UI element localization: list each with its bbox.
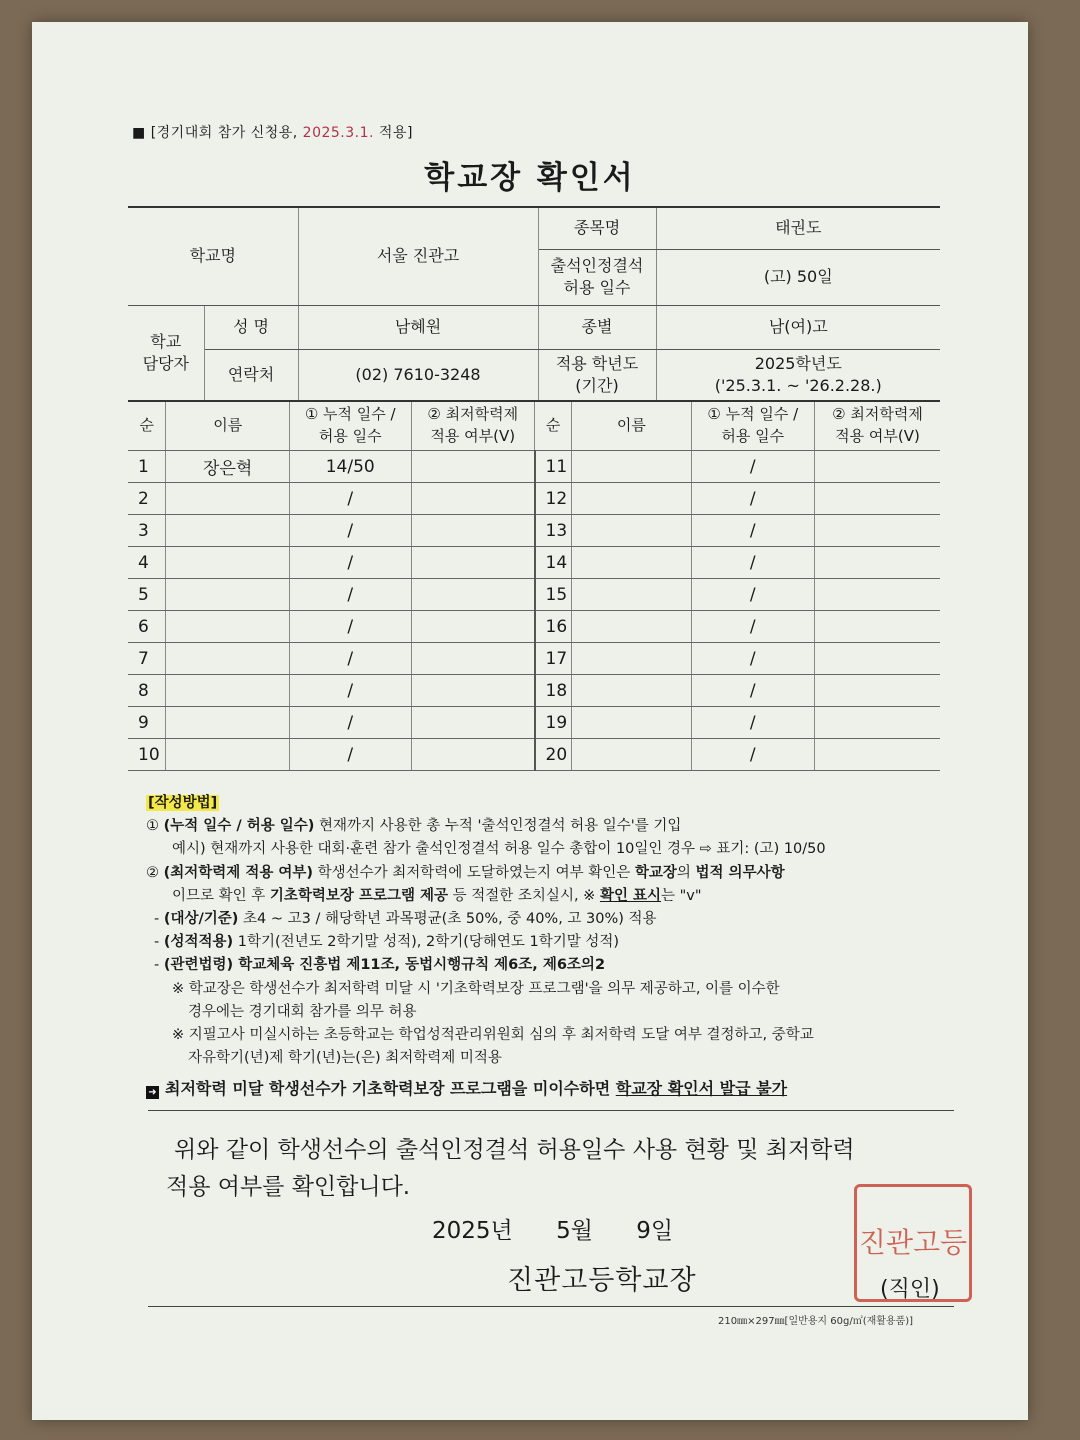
roster-days-right: /	[691, 451, 814, 483]
roster-days-right: /	[691, 611, 814, 643]
guide-item-2	[146, 862, 946, 885]
guide-title: [작성방법]	[148, 795, 218, 811]
guide-final-note	[146, 1076, 946, 1102]
roster-name	[166, 515, 289, 547]
roster-no-right: 18	[535, 675, 572, 707]
guide-final-text: 최저학력 미달 학생선수가 기초학력보장 프로그램을 미이수하면	[165, 1079, 616, 1099]
col-header-name-right: 이름	[572, 401, 691, 451]
allowed-days-label	[538, 249, 656, 305]
roster-days-right: /	[691, 483, 814, 515]
guide-item-2-text-c: 의	[676, 864, 696, 881]
roster-name-right	[572, 611, 691, 643]
roster-no: 3	[128, 515, 166, 547]
document-page	[32, 22, 1028, 1420]
roster-no-right: 12	[535, 483, 572, 515]
roster-min	[411, 483, 534, 515]
manager-label	[128, 305, 204, 401]
roster-days: /	[289, 643, 411, 675]
roster-no: 1	[128, 451, 166, 483]
roster-days-right: /	[691, 579, 814, 611]
roster-min-right	[815, 451, 941, 483]
circled-one-icon: ①	[146, 818, 159, 835]
guide-note-1-line2: 경우에는 경기대회 참가를 의무 허용	[188, 1003, 417, 1020]
roster-name	[166, 611, 289, 643]
roster-min-right	[815, 579, 941, 611]
roster-name-right	[572, 675, 691, 707]
school-year-value-line1: 2025학년도	[754, 353, 842, 373]
roster-min-right	[815, 739, 941, 771]
roster-min-right	[815, 675, 941, 707]
arrow-box-icon: ➜	[146, 1086, 159, 1099]
roster-no-right: 16	[535, 611, 572, 643]
col-header-days-line1: ① 누적 일수 /	[304, 405, 396, 424]
roster-name-right	[572, 515, 691, 547]
roster-days-right: /	[691, 675, 814, 707]
seal-label: (직인)	[880, 1277, 940, 1302]
roster-no: 5	[128, 579, 166, 611]
note-date: 2025.3.1.	[302, 125, 374, 141]
guide-sub-3-bold: (관련법령)	[163, 957, 234, 974]
allowed-days-label-line2: 허용 일수	[563, 278, 631, 297]
roster-min-right	[815, 483, 941, 515]
roster-name-right	[572, 643, 691, 675]
roster-name	[166, 643, 289, 675]
roster-no: 6	[128, 611, 166, 643]
roster-name	[166, 547, 289, 579]
guide-item-1-example: 예시) 현재까지 사용한 대회·훈련 참가 출석인정결석 허용 일수 총합이 10일인 경우 ⇨ 표기: (고) 10/50	[172, 841, 826, 858]
allowed-days-value: (고) 50일	[656, 249, 940, 305]
event-label: 종목명	[538, 207, 656, 249]
principal-title: 진관고등학교장	[507, 1265, 697, 1296]
issue-month: 5월	[556, 1218, 593, 1244]
col-header-days-right-line2: 허용 일수	[721, 427, 785, 445]
guide-sub-1-text: 초4 ~ 고3 / 해당학년 과목평균(초 50%, 중 40%, 고 30%) 적용	[238, 910, 657, 927]
roster-min-right	[815, 643, 941, 675]
divider-top	[148, 1110, 954, 1111]
confirmation-statement	[166, 1132, 966, 1206]
table-row	[128, 675, 940, 707]
table-row	[128, 643, 940, 675]
guide-sub-2-text: 1학기(전년도 2학기말 성적), 2학기(당해연도 1학기말 성적)	[233, 934, 620, 951]
col-header-min-right	[815, 401, 941, 451]
guide-note-2-line1: ※ 지필고사 미실시하는 초등학교는 학업성적관리위원회 심의 후 최저학력 도달 여부 결정하고, 중학교	[172, 1026, 814, 1043]
roster-min	[411, 739, 534, 771]
guide-item-2-line2	[146, 885, 946, 908]
guide-item-2-bold-d: 법적 의무사항	[695, 864, 785, 881]
roster-no: 4	[128, 547, 166, 579]
roster-min	[411, 579, 534, 611]
roster-name-right	[572, 579, 691, 611]
confirmation-line-2: 적용 여부를 확인합니다.	[166, 1173, 411, 1200]
guide-item-2-line2-bold: 기초학력보장 프로그램 제공	[269, 887, 449, 904]
roster-header-row	[128, 401, 940, 451]
event-value: 태권도	[656, 207, 940, 249]
roster-name	[166, 675, 289, 707]
roster-no: 10	[128, 739, 166, 771]
roster-no: 9	[128, 707, 166, 739]
issue-day: 9일	[636, 1218, 674, 1244]
col-header-days-right-line1: ① 누적 일수 /	[707, 405, 799, 424]
table-row	[128, 739, 940, 771]
circled-two-icon: ②	[146, 864, 159, 881]
gender-value: 남(여)고	[656, 305, 940, 349]
info-table	[128, 206, 940, 402]
col-header-days	[289, 401, 411, 451]
roster-name: 장은혁	[166, 451, 289, 483]
paper-spec-note: 210㎜×297㎜[일반용지 60g/㎡(재활용품)]	[718, 1316, 914, 1327]
roster-min-right	[815, 547, 941, 579]
table-row	[128, 611, 940, 643]
col-header-no-right: 순	[535, 401, 572, 451]
allowed-days-label-line1: 출석인정결석	[550, 255, 644, 275]
guide-sub-2-bold: (성적적용)	[163, 934, 234, 951]
roster-days-right: /	[691, 739, 814, 771]
roster-min	[411, 515, 534, 547]
manager-name-value: 남혜원	[298, 305, 538, 349]
col-header-days-line2: 허용 일수	[318, 427, 382, 445]
col-header-min-right-line1: ② 최저학력제	[832, 405, 923, 424]
roster-days-right: /	[691, 515, 814, 547]
guide-item-2-line2-c: 는 "v"	[661, 887, 702, 904]
guide-item-2-line2-b: 등 적절한 조치실시, ※	[448, 887, 600, 904]
athlete-roster-table	[128, 400, 940, 771]
table-row	[128, 483, 940, 515]
roster-min	[411, 611, 534, 643]
roster-days-right: /	[691, 707, 814, 739]
roster-no-right: 19	[535, 707, 572, 739]
roster-no-right: 20	[535, 739, 572, 771]
issue-year: 2025년	[432, 1218, 513, 1244]
roster-min	[411, 451, 534, 483]
roster-name-right	[572, 547, 691, 579]
roster-days: /	[289, 707, 411, 739]
table-row	[128, 547, 940, 579]
roster-name-right	[572, 451, 691, 483]
square-marker-icon: ■	[132, 125, 146, 141]
roster-no: 7	[128, 643, 166, 675]
guide-final-underline: 학교장 확인서 발급 불가	[615, 1079, 788, 1099]
manager-name-label: 성 명	[204, 305, 298, 349]
gender-label: 종별	[538, 305, 656, 349]
roster-body	[128, 451, 940, 771]
roster-min	[411, 707, 534, 739]
guide-sub-1: - (대상/기준) 초4 ~ 고3 / 해당학년 과목평균(초 50%, 중 40%, 고 30%) 적용	[154, 910, 657, 927]
guide-note-1-line1: ※ 학교장은 학생선수가 최저학력 미달 시 '기초학력보장 프로그램'을 의무 제공하고, 이를 이수한	[172, 980, 780, 997]
roster-min-right	[815, 515, 941, 547]
guide-item-2-line2-ul: 확인 표시	[599, 887, 662, 904]
writing-guide	[146, 792, 946, 1102]
roster-name	[166, 739, 289, 771]
roster-days: /	[289, 675, 411, 707]
school-year-label	[538, 349, 656, 401]
roster-name	[166, 483, 289, 515]
issue-date	[432, 1212, 673, 1245]
table-row	[128, 579, 940, 611]
school-year-value	[656, 349, 940, 401]
school-year-label-line2: (기간)	[575, 376, 619, 395]
guide-sub-3-text: 학교체육 진흥법 제11조, 동법시행규칙 제6조, 제6조의2	[233, 957, 606, 974]
roster-days: /	[289, 579, 411, 611]
roster-days: /	[289, 547, 411, 579]
roster-days: /	[289, 611, 411, 643]
guide-item-2-line2-a: 이므로 확인 후	[172, 887, 270, 904]
col-header-min-right-line2: 적용 여부(V)	[835, 427, 920, 445]
roster-min	[411, 547, 534, 579]
roster-no: 2	[128, 483, 166, 515]
roster-min	[411, 675, 534, 707]
col-header-name: 이름	[166, 401, 289, 451]
guide-note-2-line2: 자유학기(년)제 학기(년)는(은) 최저학력제 미적용	[188, 1050, 502, 1067]
school-name-value: 서울 진관고	[298, 207, 538, 305]
form-usage-note	[132, 122, 413, 142]
guide-item-1-text: 현재까지 사용한 총 누적 '출석인정결석 허용 일수'를 기입	[314, 818, 682, 835]
official-seal-stamp: 진관 고등	[854, 1184, 972, 1302]
roster-no-right: 14	[535, 547, 572, 579]
roster-days: 14/50	[289, 451, 411, 483]
col-header-min-line2: 적용 여부(V)	[430, 427, 516, 445]
roster-days: /	[289, 515, 411, 547]
roster-no-right: 17	[535, 643, 572, 675]
roster-name-right	[572, 739, 691, 771]
school-year-value-line2: ('25.3.1. ~ '26.2.28.)	[714, 376, 882, 395]
guide-sub-2: - (성적적용) 1학기(전년도 2학기말 성적), 2학기(당해연도 1학기말 성적)	[154, 934, 620, 951]
roster-days: /	[289, 739, 411, 771]
roster-min	[411, 643, 534, 675]
guide-item-2-bold: (최저학력제 적용 여부)	[163, 864, 314, 881]
document-title: 학교장 확인서	[424, 160, 636, 196]
guide-item-2-bold-b: 학교장	[634, 864, 677, 881]
table-row	[128, 451, 940, 483]
roster-no: 8	[128, 675, 166, 707]
school-year-label-line1: 적용 학년도	[555, 353, 639, 373]
roster-days-right: /	[691, 643, 814, 675]
manager-label-line2: 담당자	[142, 354, 189, 373]
table-row	[128, 707, 940, 739]
roster-name-right	[572, 483, 691, 515]
note-prefix: [경기대회 참가 신청용,	[150, 125, 303, 141]
col-header-min-line1: ② 최저학력제	[427, 405, 519, 424]
guide-item-1	[146, 815, 946, 838]
guide-item-1-bold: (누적 일수 / 허용 일수)	[163, 818, 315, 835]
roster-no-right: 13	[535, 515, 572, 547]
divider-bottom	[148, 1306, 954, 1307]
roster-no-right: 15	[535, 579, 572, 611]
manager-label-line1: 학교	[150, 331, 182, 351]
confirmation-line-1: 위와 같이 학생선수의 출석인정결석 허용일수 사용 현황 및 최저학력	[174, 1137, 855, 1163]
guide-sub-3: - (관련법령) 학교체육 진흥법 제11조, 동법시행규칙 제6조, 제6조의2	[154, 957, 606, 974]
col-header-no: 순	[128, 401, 166, 451]
table-row	[128, 515, 940, 547]
roster-name	[166, 707, 289, 739]
guide-sub-1-bold: (대상/기준)	[163, 910, 239, 927]
note-suffix: 적용]	[373, 125, 413, 141]
contact-value: (02) 7610-3248	[298, 349, 538, 401]
col-header-min	[411, 401, 534, 451]
roster-days-right: /	[691, 547, 814, 579]
roster-min-right	[815, 707, 941, 739]
contact-label: 연락처	[204, 349, 298, 401]
col-header-days-right	[691, 401, 814, 451]
guide-item-2-text-a: 학생선수가 최저학력에 도달하였는지 여부 확인은	[313, 864, 635, 881]
school-name-label: 학교명	[128, 207, 298, 305]
roster-no-right: 11	[535, 451, 572, 483]
roster-name	[166, 579, 289, 611]
roster-days: /	[289, 483, 411, 515]
roster-min-right	[815, 611, 941, 643]
roster-name-right	[572, 707, 691, 739]
